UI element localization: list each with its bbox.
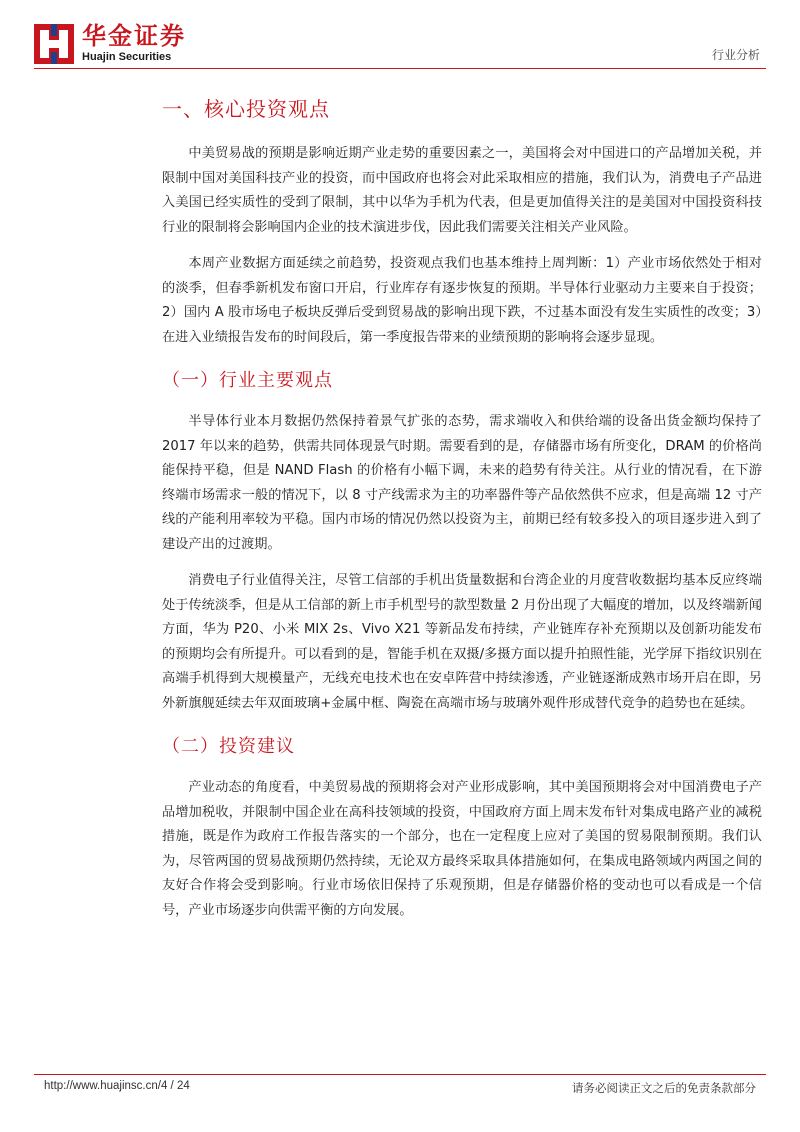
page-header [0,0,800,72]
paragraph: 中美贸易战的预期是影响近期产业走势的重要因素之一，美国将会对中国进口的产品增加关税，并限制中国对美国科技产业的投资，而中国政府也将会对此采取相应的措施，我们认为，消费电子产品进入美国已经实质性的受到了限制，其中以华为手机为代表，但是更加值得关注的是美国对中国投资科技行业的限制将会影响国内企业的技术演进步伐，因此我们需要关注相关产业风险。 [162,146,762,235]
paragraph: 本周产业数据方面延续之前趋势，投资观点我们也基本维持上周判断：1）产业市场依然处于相对的淡季，但春季新机发布窗口开启，行业库存有逐步恢复的预期。半导体行业驱动力主要来自于投资；2）国内 A 股市场电子板块反弹后受到贸易战的影响出现下跌，不过基本面没有发生实质性的改变；3）在进入业绩报告发布的时间段后，第一季度报告带来的业绩预期的影响将会逐步显现。 [162,256,762,345]
footer-divider [34,1074,766,1075]
huajin-logo-icon [34,24,74,64]
brand-name-cn: 华金证券 [82,22,186,50]
report-body [162,86,762,935]
footer-url-page: http://www.huajinsc.cn/4 / 24 [44,1080,190,1092]
footer-disclaimer: 请务必阅读正文之后的免责条款部分 [572,1081,756,1095]
brand-name-en: Huajin Securities [82,51,172,63]
paragraph: 产业动态的角度看，中美贸易战的预期将会对产业形成影响，其中美国预期将会对中国消费电子产品增加税收，并限制中国企业在高科技领域的投资，中国政府方面上周末发布针对集成电路产业的减税措施，既是作为政府工作报告落实的一个部分，也在一定程度上应对了美国的贸易限制预期。我们认为，尽管两国的贸易战预期仍然持续，无论双方最终采取具体措施如何，在集成电路领域内两国之间的友好合作将会受到影响。行业市场依旧保持了乐观预期，但是存储器价格的变动也可以看成是一个信号，产业市场逐步向供需平衡的方向发展。 [162,780,762,918]
section-title-industry-views: （一）行业主要观点 [162,370,333,391]
paragraph: 半导体行业本月数据仍然保持着景气扩张的态势，需求端收入和供给端的设备出货金额均保持了 2017 年以来的趋势，供需共同体现景气时期。需要看到的是，存储器市场有所变化，DRAM 的价格尚能保持平稳，但是 NAND Flash 的价格有小幅下调，未来的趋势有待关注。从行业的情况看，在下游终端市场需求一般的情况下，以 8 寸产线需求为主的功率器件等产品依然供不应求，但是高端 12 寸产线的产能利用率较为平稳。国内市场的情况仍然以投资为主，前期已经有较多投入的项目逐步进入到了建设产出的过渡期。 [162,414,762,552]
section-title-core-views: 一、核心投资观点 [162,97,330,121]
report-category: 行业分析 [711,48,760,62]
header-divider [34,68,766,69]
paragraph: 消费电子行业值得关注，尽管工信部的手机出货量数据和台湾企业的月度营收数据均基本反应终端处于传统淡季，但是从工信部的新上市手机型号的款型数量 2 月份出现了大幅度的增加，以及终端新闻方面，华为 P20、小米 MIX 2s、Vivo X21 等新品发布持续，产业链库存补充预期以及创新功能发布的预期均会有所提升。可以看到的是，智能手机在双摄/多摄方面以提升拍照性能，光学屏下指纹识别在高端手机得到大规模量产，无线充电技术也在安卓阵营中持续渗透，产业链逐渐成熟市场开启在即，另外新旗舰延续去年双面玻璃+金属中框、陶瓷在高端市场与玻璃外观件形成替代竞争的趋势也在延续。 [162,573,762,711]
section-title-investment-advice: （二）投资建议 [162,736,295,757]
